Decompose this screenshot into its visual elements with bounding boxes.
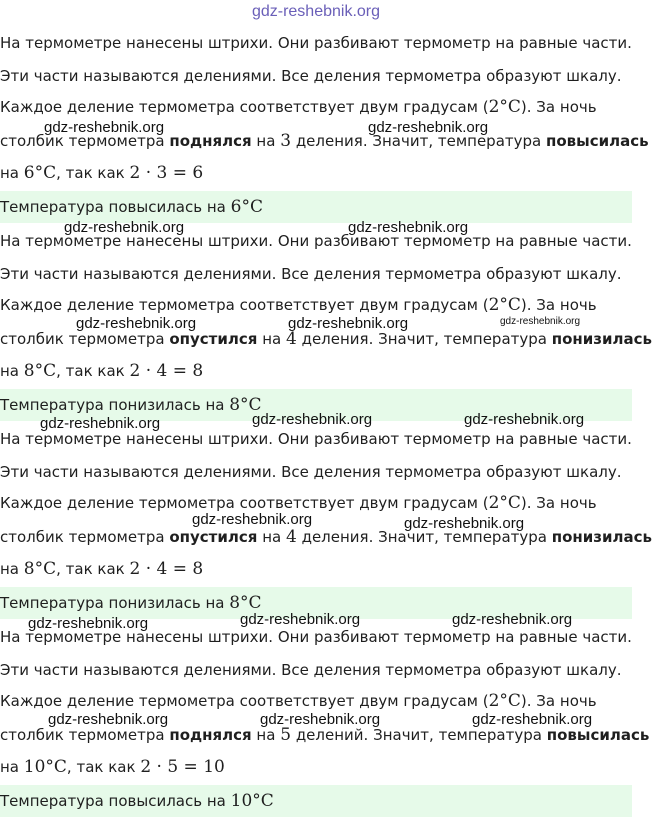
watermark: gdz-reshebnik.org (76, 315, 197, 332)
site-title: gdz-reshebnik.org (251, 3, 381, 20)
change-text: понизилась (551, 330, 652, 348)
intro-line-2: Эти части называются делениями. Все деления термометра образуют шкалу. (0, 265, 622, 283)
change-text: повысилась (546, 132, 649, 150)
watermark: gdz-reshebnik.org (500, 316, 581, 327)
intro-line-2: Эти части называются делениями. Все деления термометра образуют шкалу. (0, 661, 622, 679)
math-expr: 2°C (488, 493, 521, 513)
watermark: gdz-reshebnik.org (28, 615, 149, 632)
intro-line-4: столбик термометра опустился на 4 деления. Значит, температура понизилась (0, 527, 652, 547)
intro-line-1: На термометре нанесены штрихи. Они разбивают термометр на равные части. (0, 430, 632, 448)
watermark: gdz-reshebnik.org (192, 511, 313, 528)
math-expr: 2°C (488, 295, 521, 315)
answer-banner: Температура понизилась на 8°C (0, 389, 632, 421)
intro-line-2: Эти части называются делениями. Все деления термометра образуют шкалу. (0, 67, 622, 85)
verb-text: поднялся (169, 726, 252, 744)
intro-line-3: Каждое деление термометра соответствует двум градусам (2°C). За ночь (0, 97, 597, 117)
watermark: gdz-reshebnik.org (252, 411, 373, 428)
watermark: gdz-reshebnik.org (404, 515, 525, 532)
watermark: gdz-reshebnik.org (368, 119, 489, 136)
calc-expr: 2 · 4 = 8 (129, 361, 204, 381)
verb-text: поднялся (169, 132, 252, 150)
answer-banner: Температура повысилась на 6°C (0, 191, 632, 223)
calc-expr: 2 · 3 = 6 (129, 163, 204, 183)
intro-line-1: На термометре нанесены штрихи. Они разбивают термометр на равные части. (0, 34, 632, 52)
math-expr: 2°C (488, 97, 521, 117)
watermark: gdz-reshebnik.org (472, 711, 593, 728)
calc-line: на 8°C, так как 2 · 4 = 8 (0, 361, 204, 381)
intro-line-3: Каждое деление термометра соответствует двум градусам (2°C). За ночь (0, 691, 597, 711)
watermark: gdz-reshebnik.org (240, 611, 361, 628)
math-expr: 2°C (488, 691, 521, 711)
watermark: gdz-reshebnik.org (452, 611, 573, 628)
change-text: повысилась (546, 726, 650, 744)
intro-line-2: Эти части называются делениями. Все деления термометра образуют шкалу. (0, 463, 622, 481)
watermark: gdz-reshebnik.org (260, 711, 381, 728)
answer-banner: Температура повысилась на 10°C (0, 785, 632, 817)
intro-line-3: Каждое деление термометра соответствует двум градусам (2°C). За ночь (0, 295, 597, 315)
watermark: gdz-reshebnik.org (64, 219, 185, 236)
watermark: gdz-reshebnik.org (48, 711, 169, 728)
watermark: gdz-reshebnik.org (464, 411, 585, 428)
intro-line-1: На термометре нанесены штрихи. Они разбивают термометр на равные части. (0, 232, 632, 250)
watermark: gdz-reshebnik.org (40, 415, 161, 432)
watermark: gdz-reshebnik.org (348, 219, 469, 236)
change-text: понизилась (551, 528, 652, 546)
calc-line: на 10°C, так как 2 · 5 = 10 (0, 757, 225, 777)
intro-line-4: столбик термометра опустился на 4 деления. Значит, температура понизилась (0, 329, 652, 349)
intro-line-4: столбик термометра поднялся на 5 делений. Значит, температура повысилась (0, 725, 650, 745)
watermark: gdz-reshebnik.org (44, 119, 165, 136)
verb-text: опустился (169, 528, 258, 546)
calc-line: на 6°C, так как 2 · 3 = 6 (0, 163, 204, 183)
intro-line-4: столбик термометра поднялся на 3 деления. Значит, температура повысилась (0, 131, 649, 151)
intro-line-3: Каждое деление термометра соответствует двум градусам (2°C). За ночь (0, 493, 597, 513)
answer-banner: Температура понизилась на 8°C (0, 587, 632, 619)
verb-text: опустился (169, 330, 258, 348)
calc-expr: 2 · 4 = 8 (129, 559, 204, 579)
watermark: gdz-reshebnik.org (288, 315, 409, 332)
intro-line-1: На термометре нанесены штрихи. Они разбивают термометр на равные части. (0, 628, 632, 646)
calc-expr: 2 · 5 = 10 (140, 757, 225, 777)
calc-line: на 8°C, так как 2 · 4 = 8 (0, 559, 204, 579)
page-header (0, 0, 632, 26)
